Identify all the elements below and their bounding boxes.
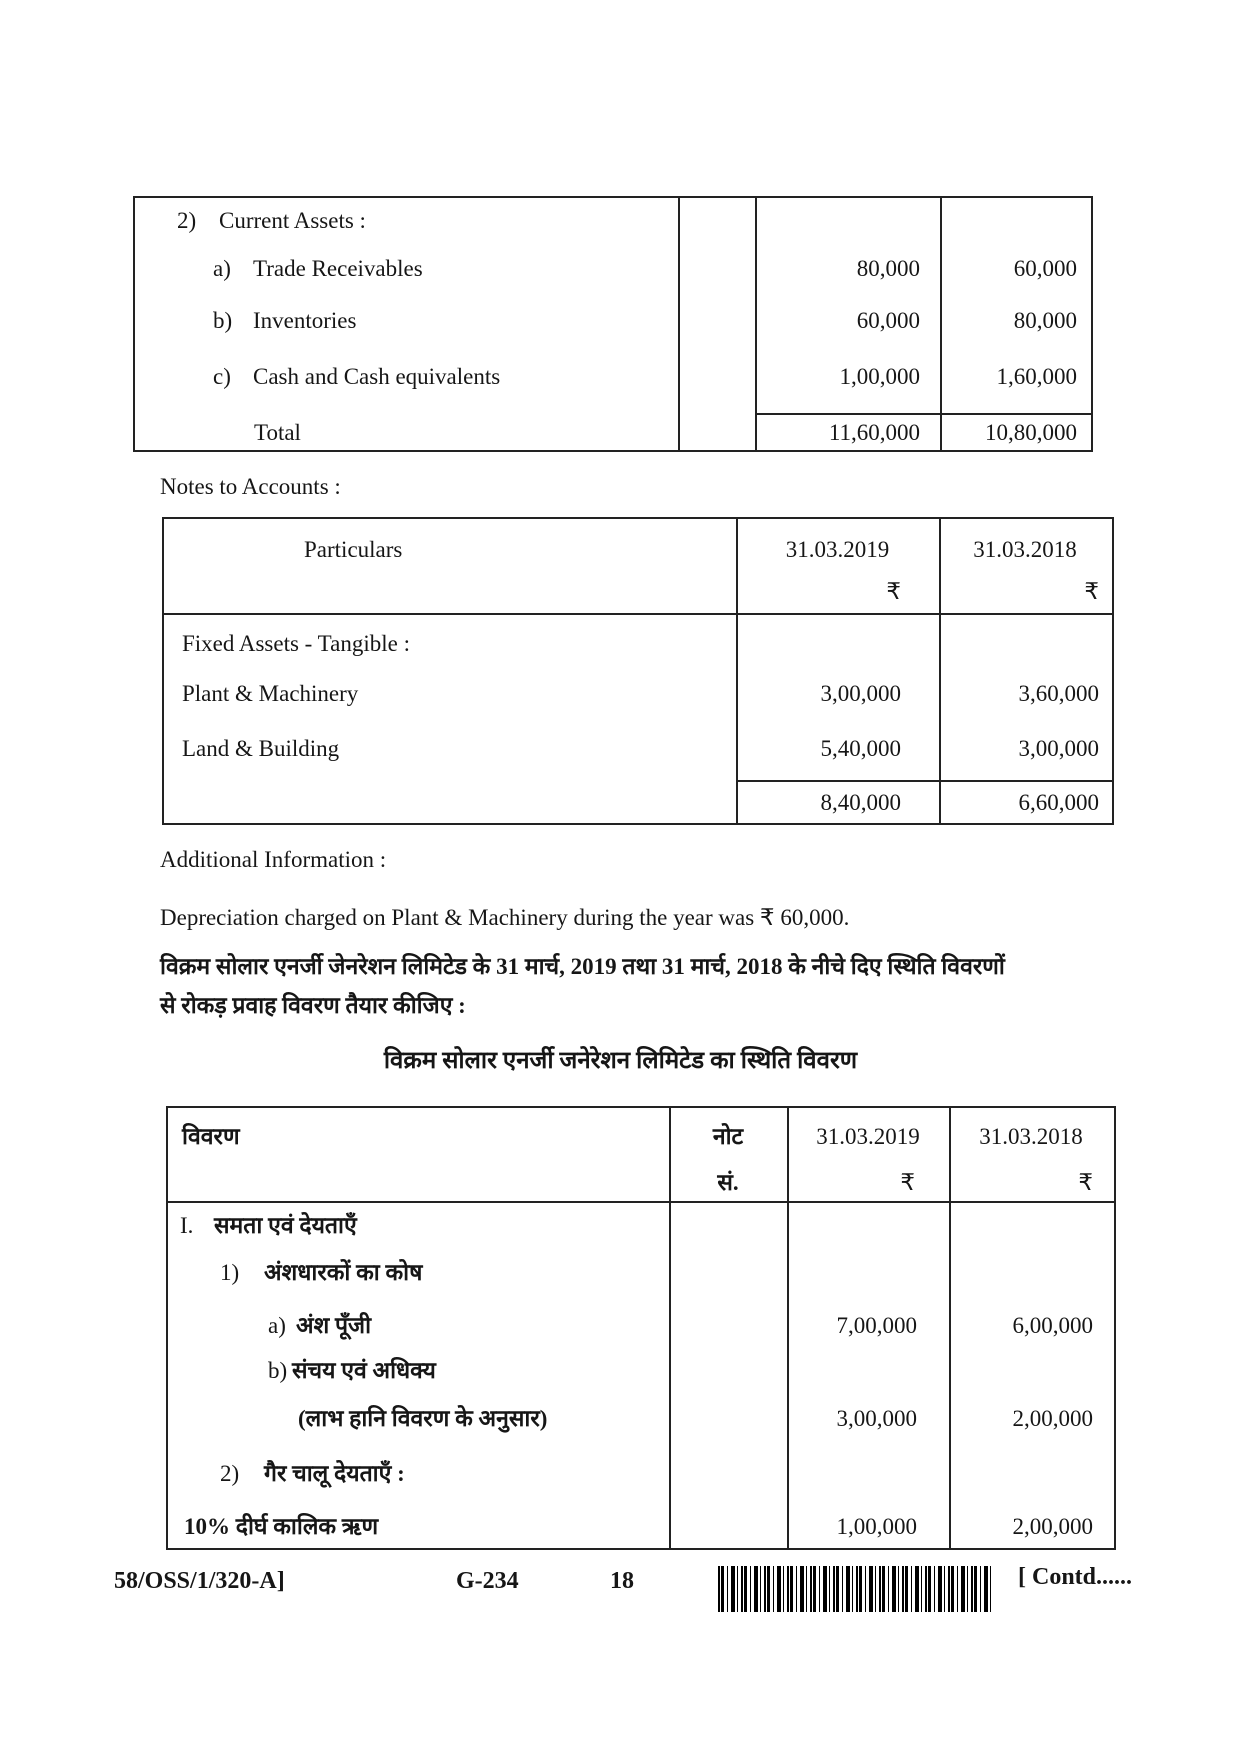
page-number: 18	[610, 1568, 634, 1594]
column-header-2018: 31.03.2018	[979, 1124, 1083, 1149]
column-header-2019: 31.03.2019	[816, 1124, 920, 1149]
row-prefix: a)	[268, 1313, 286, 1338]
currency-symbol: ₹	[1084, 579, 1099, 604]
row-label: समता एवं देयताएँ	[214, 1213, 357, 1238]
value-2018: 1,60,000	[996, 364, 1077, 389]
row-label: Inventories	[253, 308, 357, 333]
value-2018: 2,00,000	[1012, 1406, 1093, 1431]
header-rule	[168, 1201, 1114, 1203]
row-label: Land & Building	[182, 736, 340, 761]
value-2019: 80,000	[856, 256, 920, 281]
notes-heading: Notes to Accounts :	[160, 474, 341, 499]
row-prefix: I.	[180, 1213, 194, 1238]
total-rule	[736, 780, 1112, 782]
currency-symbol: ₹	[886, 579, 901, 604]
value-2019: 60,000	[856, 308, 920, 333]
column-header-2018: 31.03.2018	[973, 537, 1077, 562]
depreciation-note: Depreciation charged on Plant & Machinery during the year was ₹ 60,000.	[160, 905, 850, 930]
row-label: अंश पूँजी	[296, 1313, 372, 1338]
value-2019: 1,00,000	[836, 1514, 917, 1539]
row-prefix: 1)	[220, 1260, 240, 1285]
contd-label: [ Contd......	[1018, 1564, 1133, 1590]
column-divider	[678, 198, 680, 450]
row-prefix: a)	[213, 256, 231, 281]
value-2019: 3,00,000	[836, 1406, 917, 1431]
hindi-instruction-line2: से रोकड़ प्रवाह विवरण तैयार कीजिए :	[160, 993, 466, 1018]
paper-code: 58/OSS/1/320-A]	[114, 1568, 285, 1594]
row-label: Fixed Assets - Tangible :	[182, 631, 410, 656]
section-label: Current Assets :	[219, 208, 366, 233]
value-2019: 3,00,000	[820, 681, 901, 706]
row-prefix: 2)	[177, 208, 197, 233]
value-2018: 80,000	[1013, 308, 1077, 333]
value-2018: 6,00,000	[1012, 1313, 1093, 1338]
currency-symbol: ₹	[900, 1170, 915, 1195]
hindi-statement-title: विक्रम सोलार एनर्जी जनेरेशन लिमिटेड का स्थिति विवरण	[383, 1048, 858, 1074]
barcode	[718, 1566, 991, 1612]
row-prefix: c)	[213, 364, 231, 389]
row-label: 10% दीर्घ कालिक ऋण	[184, 1514, 379, 1539]
column-header-2019: 31.03.2019	[785, 537, 890, 562]
value-2019: 7,00,000	[836, 1313, 917, 1338]
value-2019: 5,40,000	[820, 736, 901, 761]
total-2018: 10,80,000	[985, 420, 1077, 445]
row-label: Trade Receivables	[253, 256, 423, 281]
column-header-particulars: विवरण	[182, 1124, 240, 1149]
hindi-instruction-line1: विक्रम सोलार एनर्जी जेनरेशन लिमिटेड के 31 मार्च, 2019 तथा 31 मार्च, 2018 के नीचे दिए स्थिति विवरणों	[160, 954, 1005, 979]
notes-table	[162, 517, 1114, 825]
currency-symbol: ₹	[1078, 1170, 1093, 1195]
value-2018: 3,60,000	[1018, 681, 1099, 706]
row-label: Plant & Machinery	[182, 681, 359, 706]
row-prefix: 2)	[220, 1461, 240, 1486]
total-2019: 11,60,000	[828, 420, 920, 445]
value-2019: 1,00,000	[839, 364, 920, 389]
value-2018: 3,00,000	[1018, 736, 1099, 761]
column-header-particulars: Particulars	[304, 537, 403, 562]
header-rule	[164, 613, 1112, 615]
value-2018: 60,000	[1013, 256, 1077, 281]
hindi-statement-table	[166, 1106, 1116, 1550]
row-prefix: b)	[268, 1358, 288, 1383]
row-label: गैर चालू देयताएँ :	[264, 1461, 405, 1486]
booklet-code: G-234	[456, 1568, 519, 1594]
total-2018: 6,60,000	[1018, 790, 1099, 815]
row-label: अंशधारकों का कोष	[264, 1260, 423, 1285]
additional-info-heading: Additional Information :	[160, 847, 387, 872]
row-label: Cash and Cash equivalents	[253, 364, 501, 389]
total-rule	[755, 413, 1091, 415]
total-2019: 8,40,000	[820, 790, 901, 815]
total-label: Total	[254, 420, 301, 445]
column-header-note-2: सं.	[717, 1170, 739, 1195]
current-assets-table	[133, 196, 1093, 452]
value-2018: 2,00,000	[1012, 1514, 1093, 1539]
row-prefix: b)	[213, 308, 233, 333]
column-header-note: नोट	[712, 1124, 744, 1149]
row-label: (लाभ हानि विवरण के अनुसार)	[298, 1406, 548, 1431]
row-label: संचय एवं अधिक्य	[292, 1358, 436, 1383]
